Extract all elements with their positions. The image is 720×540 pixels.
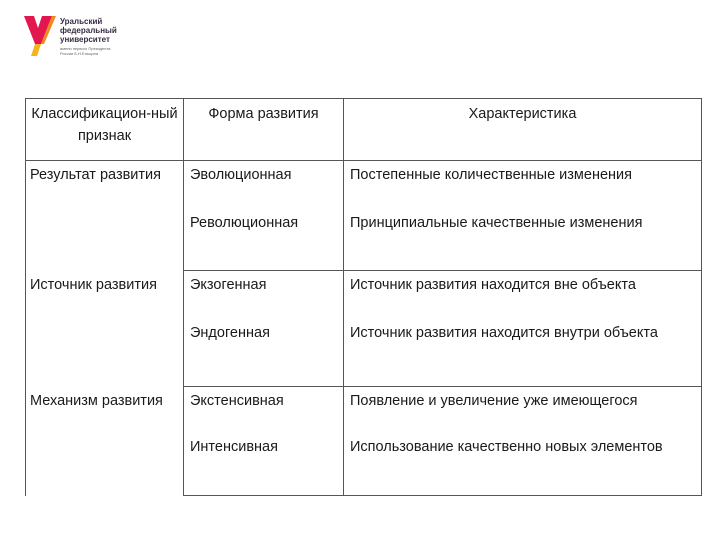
form-cell: Эндогенная (184, 319, 344, 387)
characteristic-cell: Постепенные количественные изменения (344, 161, 702, 209)
header-criterion: Классификацион-ный признак (26, 99, 184, 161)
table-row (26, 387, 702, 433)
characteristic-cell: Появление и увеличение уже имеющегося (344, 387, 702, 433)
characteristic-cell: Источник развития находится вне объекта (344, 271, 702, 319)
university-logo (22, 14, 117, 60)
criterion-cell: Источник развития (26, 271, 184, 387)
header-form: Форма развития (184, 99, 344, 161)
form-cell: Экзогенная (184, 271, 344, 319)
criterion-cell: Результат развития (26, 161, 184, 271)
characteristic-cell: Принципиальные качественные изменения (344, 209, 702, 271)
logo-name: Уральский федеральный университет (60, 17, 117, 44)
header-characteristic: Характеристика (344, 99, 702, 161)
form-cell: Экстенсивная (184, 387, 344, 433)
urfu-logo-icon (22, 14, 56, 60)
table-row (26, 161, 702, 209)
table-row (26, 271, 702, 319)
logo-tagline: имени первого Президента России Б.Н.Ельцина (60, 46, 111, 56)
characteristic-cell: Источник развития находится внутри объекта (344, 319, 702, 387)
development-forms-table (25, 98, 702, 496)
form-cell: Эволюционная (184, 161, 344, 209)
characteristic-cell: Использование качественно новых элементов (344, 433, 702, 496)
criterion-cell: Механизм развития (26, 387, 184, 496)
form-cell: Революционная (184, 209, 344, 271)
form-cell: Интенсивная (184, 433, 344, 496)
table-header-row (26, 99, 702, 161)
